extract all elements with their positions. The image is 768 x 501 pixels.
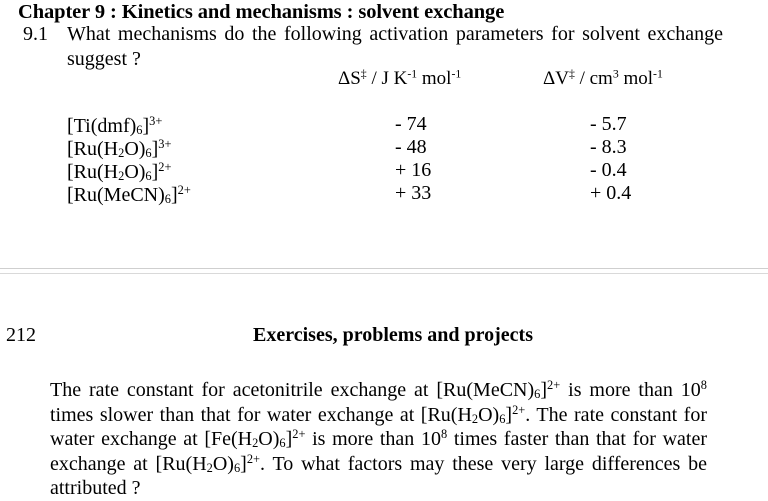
entropy-value: - 48 xyxy=(395,136,427,158)
volume-value: - 8.3 xyxy=(590,136,627,158)
question-text-line-2: suggest ? xyxy=(67,48,141,70)
column-header-entropy: ΔS‡ / J $K^{-1}$ mol$^{-1}$ xyxy=(338,67,462,89)
complex-ru-h2o-3plus: $[Ru(H_2O)_6]^{3+}$ xyxy=(67,137,172,161)
page-divider xyxy=(0,273,768,274)
entropy-value: + 33 xyxy=(395,182,432,204)
page-divider xyxy=(0,268,768,269)
exercise-paragraph: The rate constant for acetonitrile exchange at $[Ru(MeCN)_6]^{2+}$ is more than $10^8$ times slower than that for water exchange at $[Ru(H_2O)_6]^{2+}$. The rate constant for water exchange at $[Fe(H_2O)_6]^{2+}$ is more than $10^8$ times faster than that for water exchange at $[Ru(H_2O)_6]^{2+}$. To what factors may these very large differences be attributed ? xyxy=(50,378,708,499)
page-number: 212 xyxy=(6,324,36,346)
question-text-line-1: What mechanisms do the following activation parameters for solvent exchange xyxy=(67,23,723,45)
complex-ru-h2o-2plus: $[Ru(H_2O)_6]^{2+}$ xyxy=(67,160,172,184)
column-header-volume: $\Delta V^\ddagger / cm^3$ mol$^{-1}$ xyxy=(543,67,663,89)
entropy-value: + 16 xyxy=(395,159,432,181)
volume-value: - 0.4 xyxy=(590,159,627,181)
complex-ru-mecn: $[Ru(MeCN)_6]^{2+}$ xyxy=(67,183,191,207)
question-number: 9.1 xyxy=(23,23,48,45)
volume-value: - 5.7 xyxy=(590,113,627,135)
running-head: Exercises, problems and projects xyxy=(253,324,533,346)
entropy-value: - 74 xyxy=(395,113,427,135)
chapter-heading: Chapter 9 : Kinetics and mechanisms : solvent exchange xyxy=(18,1,505,23)
complex-ti-dmf: $[Ti(dmf)_6]^{3+}$ xyxy=(67,114,163,138)
volume-value: + 0.4 xyxy=(590,182,632,204)
